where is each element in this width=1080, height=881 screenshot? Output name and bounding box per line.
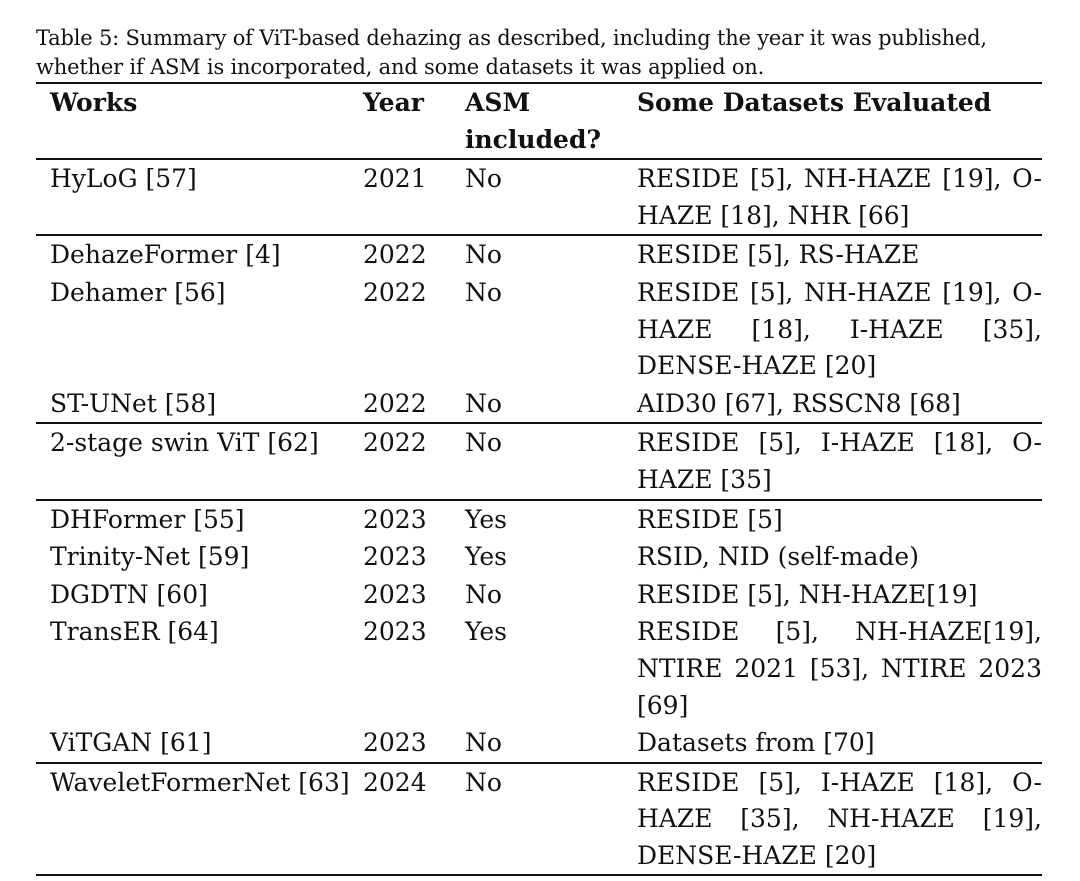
works-cell: Trinity-Net [59] xyxy=(50,542,250,572)
table-container xyxy=(36,82,1042,876)
year-cell: 2021 xyxy=(363,164,427,194)
works-cell: WaveletFormerNet [63] xyxy=(50,767,350,797)
works-cell: 2-stage swin ViT [62] xyxy=(50,428,319,458)
year-cell: 2022 xyxy=(363,388,427,418)
year-cell: 2023 xyxy=(363,542,427,572)
year-cell: 2023 xyxy=(363,504,427,534)
asm-cell: No xyxy=(465,767,502,797)
year-cell: 2022 xyxy=(363,277,427,307)
header-year: Year xyxy=(363,88,424,117)
header-asm: ASM included? xyxy=(465,88,602,154)
table-row xyxy=(36,538,1042,576)
works-cell: DehazeFormer [4] xyxy=(50,240,281,270)
year-cell: 2022 xyxy=(363,428,427,458)
works-cell: HyLoG [57] xyxy=(50,164,197,194)
year-cell: 2023 xyxy=(363,579,427,609)
asm-cell: Yes xyxy=(465,542,507,572)
table-row xyxy=(36,385,1042,424)
asm-cell: No xyxy=(465,579,502,609)
year-cell: 2023 xyxy=(363,728,427,758)
asm-cell: Yes xyxy=(465,504,507,534)
header-works: Works xyxy=(50,88,138,117)
works-cell: Dehamer [56] xyxy=(50,277,226,307)
datasets-cell: RESIDE [5], NH-HAZE[19] xyxy=(637,579,978,609)
datasets-cell: RESIDE [5], NH-HAZE [19], O-HAZE [18], NHR [66] xyxy=(637,164,1042,230)
datasets-cell: RESIDE [5], I-HAZE [18], O-HAZE [35] xyxy=(637,428,1042,494)
works-cell: TransER [64] xyxy=(50,617,219,647)
year-cell: 2023 xyxy=(363,617,427,647)
datasets-cell: RESIDE [5], I-HAZE [18], O-HAZE [35], NH-HAZE [19], DENSE-HAZE [20] xyxy=(637,767,1042,870)
table-row xyxy=(36,423,1042,499)
table-header-row xyxy=(36,83,1042,159)
datasets-cell: AID30 [67], RSSCN8 [68] xyxy=(637,388,961,418)
table-row xyxy=(36,500,1042,539)
table-body xyxy=(36,159,1042,875)
table-row xyxy=(36,159,1042,235)
asm-cell: No xyxy=(465,388,502,418)
table-row xyxy=(36,274,1042,385)
datasets-cell: RESIDE [5], NH-HAZE [19], O-HAZE [18], I-HAZE [35], DENSE-HAZE [20] xyxy=(637,277,1042,381)
table-caption: Table 5: Summary of ViT-based dehazing as described, including the year it was published, whether if ASM is incorporated, and some datasets it was applied on. xyxy=(36,26,987,79)
vit-dehazing-table xyxy=(36,82,1042,876)
year-cell: 2022 xyxy=(363,240,427,270)
asm-cell: Yes xyxy=(465,617,507,647)
works-cell: ViTGAN [61] xyxy=(50,728,212,758)
header-datasets: Some Datasets Evaluated xyxy=(637,88,992,117)
works-cell: ST-UNet [58] xyxy=(50,388,217,418)
table-row xyxy=(36,235,1042,274)
asm-cell: No xyxy=(465,240,502,270)
works-cell: DGDTN [60] xyxy=(50,579,208,609)
table-row xyxy=(36,576,1042,614)
datasets-cell: RSID, NID (self-made) xyxy=(637,542,919,572)
table-row xyxy=(36,613,1042,724)
works-cell: DHFormer [55] xyxy=(50,504,245,534)
asm-cell: No xyxy=(465,728,502,758)
table-row xyxy=(36,763,1042,876)
datasets-cell: Datasets from [70] xyxy=(637,728,875,758)
asm-cell: No xyxy=(465,428,502,458)
table-row xyxy=(36,724,1042,763)
datasets-cell: RESIDE [5] xyxy=(637,504,783,534)
asm-cell: No xyxy=(465,277,502,307)
asm-cell: No xyxy=(465,164,502,194)
year-cell: 2024 xyxy=(363,767,427,797)
datasets-cell: RESIDE [5], RS-HAZE xyxy=(637,240,920,270)
datasets-cell: RESIDE [5], NH-HAZE[19], NTIRE 2021 [53], NTIRE 2023 [69] xyxy=(637,617,1042,720)
